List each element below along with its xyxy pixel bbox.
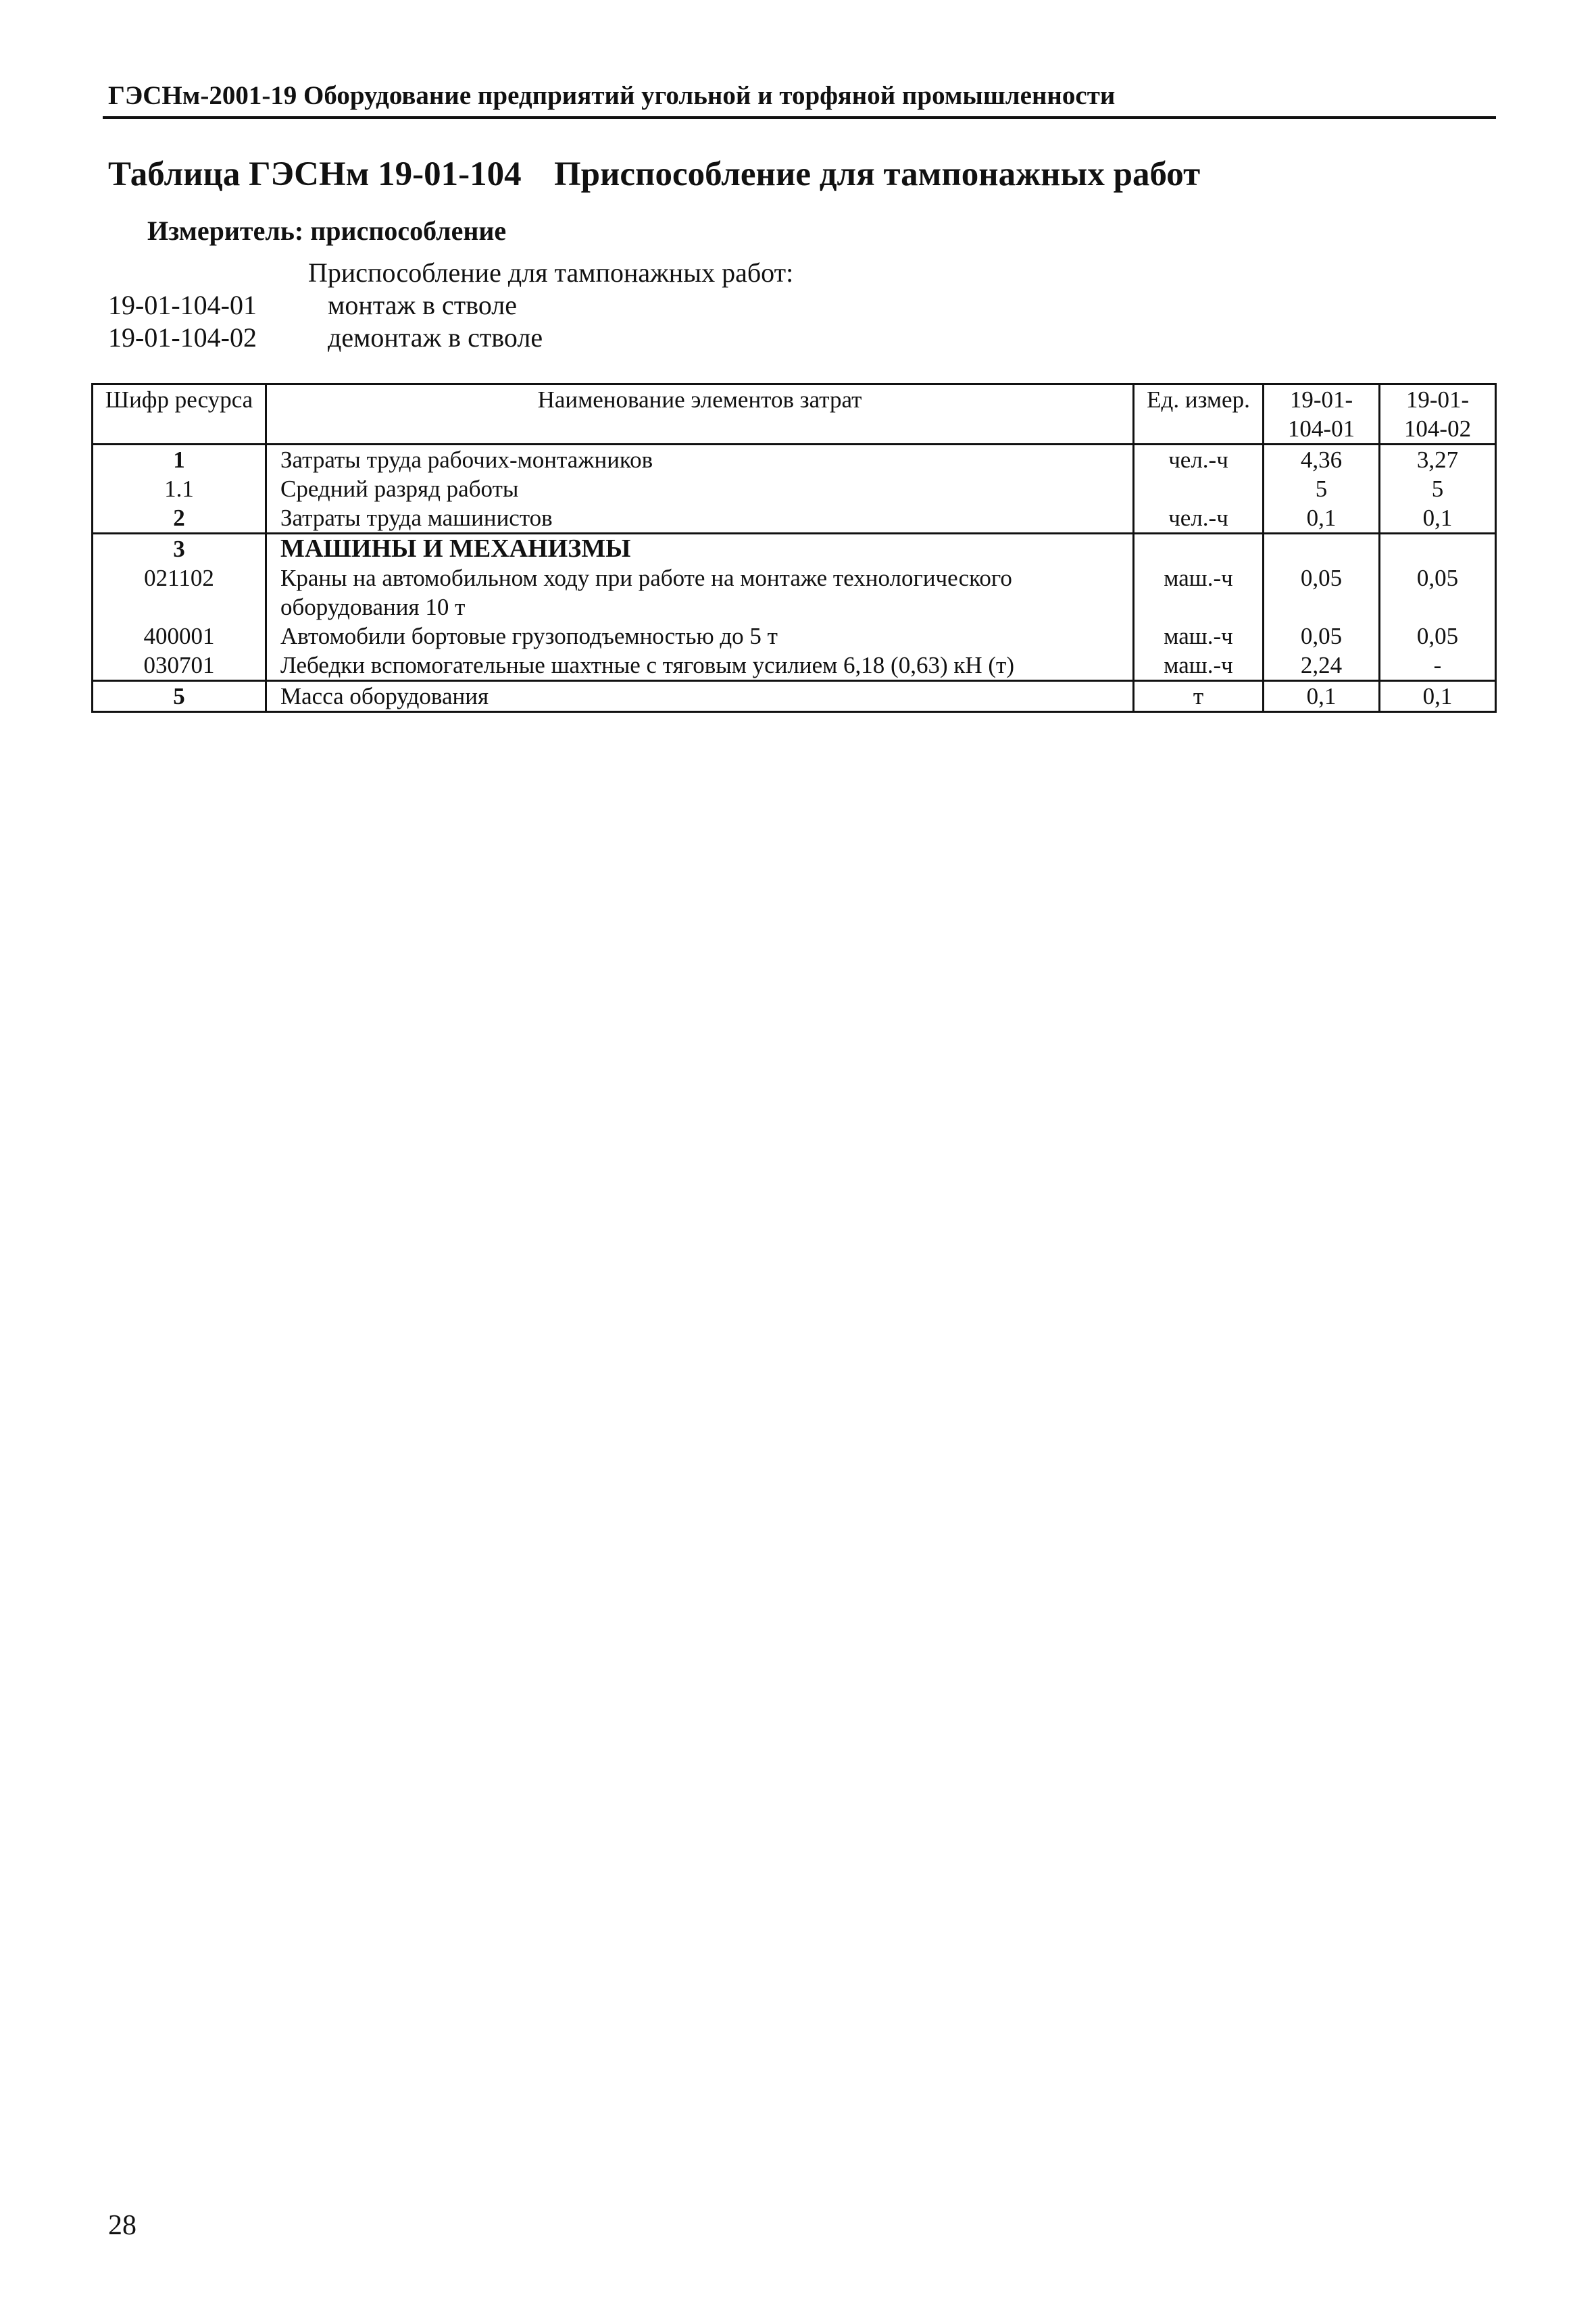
cell-name: Автомобили бортовые грузоподъемностью до 5 т — [266, 622, 1134, 651]
cell-value-1: 0,1 — [1264, 681, 1380, 712]
table-header-row — [93, 384, 1496, 445]
variant-name: демонтаж в стволе — [328, 322, 543, 353]
cell-unit: чел.-ч — [1134, 445, 1264, 475]
variant-item — [108, 322, 543, 354]
cell-unit — [1134, 534, 1264, 564]
cell-code: 1 — [93, 445, 266, 475]
cell-unit: т — [1134, 681, 1264, 712]
cell-code: 021102 — [93, 563, 266, 622]
header-rule — [103, 116, 1496, 119]
table-row — [93, 563, 1496, 622]
cell-name: Средний разряд работы — [266, 474, 1134, 503]
page-number: 28 — [108, 2210, 136, 2241]
section-title: МАШИНЫ И МЕХАНИЗМЫ — [266, 534, 1134, 564]
cell-name: Лебедки вспомогательные шахтные с тяговым усилием 6,18 (0,63) кН (т) — [266, 651, 1134, 681]
header-unit: Ед. измер. — [1134, 384, 1264, 445]
table-row — [93, 622, 1496, 651]
cell-value-2: 0,1 — [1380, 503, 1496, 534]
intro-text: Приспособление для тампонажных работ: — [308, 257, 794, 288]
cell-value-2 — [1380, 534, 1496, 564]
cell-code: 3 — [93, 534, 266, 564]
cell-value-1: 0,1 — [1264, 503, 1380, 534]
cell-value-2: 0,05 — [1380, 622, 1496, 651]
cell-unit: маш.-ч — [1134, 622, 1264, 651]
cell-value-1: 0,05 — [1264, 563, 1380, 622]
cell-value-2: - — [1380, 651, 1496, 681]
section-row — [93, 534, 1496, 564]
cell-value-2: 0,05 — [1380, 563, 1496, 622]
cell-unit: чел.-ч — [1134, 503, 1264, 534]
norms-table — [91, 383, 1497, 713]
cell-unit: маш.-ч — [1134, 651, 1264, 681]
cell-name: Затраты труда машинистов — [266, 503, 1134, 534]
cell-unit: маш.-ч — [1134, 563, 1264, 622]
cell-code: 5 — [93, 681, 266, 712]
cell-value-1: 2,24 — [1264, 651, 1380, 681]
table-row — [93, 445, 1496, 475]
cell-value-2: 3,27 — [1380, 445, 1496, 475]
cell-unit — [1134, 474, 1264, 503]
cell-code: 030701 — [93, 651, 266, 681]
table-code: Таблица ГЭСНм 19-01-104 — [108, 155, 522, 193]
cell-name: Масса оборудования — [266, 681, 1134, 712]
cell-code: 2 — [93, 503, 266, 534]
cell-value-1: 5 — [1264, 474, 1380, 503]
table-row — [93, 503, 1496, 534]
cell-code: 1.1 — [93, 474, 266, 503]
cell-name: Затраты труда рабочих-монтажников — [266, 445, 1134, 475]
header-variant-2: 19-01-104-02 — [1380, 384, 1496, 445]
cell-name: Краны на автомобильном ходу при работе на монтаже технологического оборудования 10 т — [266, 563, 1134, 622]
table-title — [108, 154, 1200, 195]
header-variant-1: 19-01-104-01 — [1264, 384, 1380, 445]
variant-item — [108, 289, 517, 322]
cell-value-2: 0,1 — [1380, 681, 1496, 712]
cell-value-1: 4,36 — [1264, 445, 1380, 475]
cell-value-1: 0,05 — [1264, 622, 1380, 651]
measure-unit: Измеритель: приспособление — [147, 216, 507, 246]
header-name: Наименование элементов затрат — [266, 384, 1134, 445]
running-header: ГЭСНм-2001-19 Оборудование предприятий угольной и торфяной промышленности — [108, 81, 1116, 110]
variant-name: монтаж в стволе — [328, 290, 517, 320]
variant-code: 19-01-104-02 — [108, 322, 257, 353]
cell-value-1 — [1264, 534, 1380, 564]
table-row — [93, 474, 1496, 503]
cell-code: 400001 — [93, 622, 266, 651]
table-row — [93, 681, 1496, 712]
table-name: Приспособление для тампонажных работ — [554, 155, 1201, 193]
header-code: Шифр ресурса — [93, 384, 266, 445]
table-row — [93, 651, 1496, 681]
cell-value-2: 5 — [1380, 474, 1496, 503]
variant-code: 19-01-104-01 — [108, 290, 257, 320]
